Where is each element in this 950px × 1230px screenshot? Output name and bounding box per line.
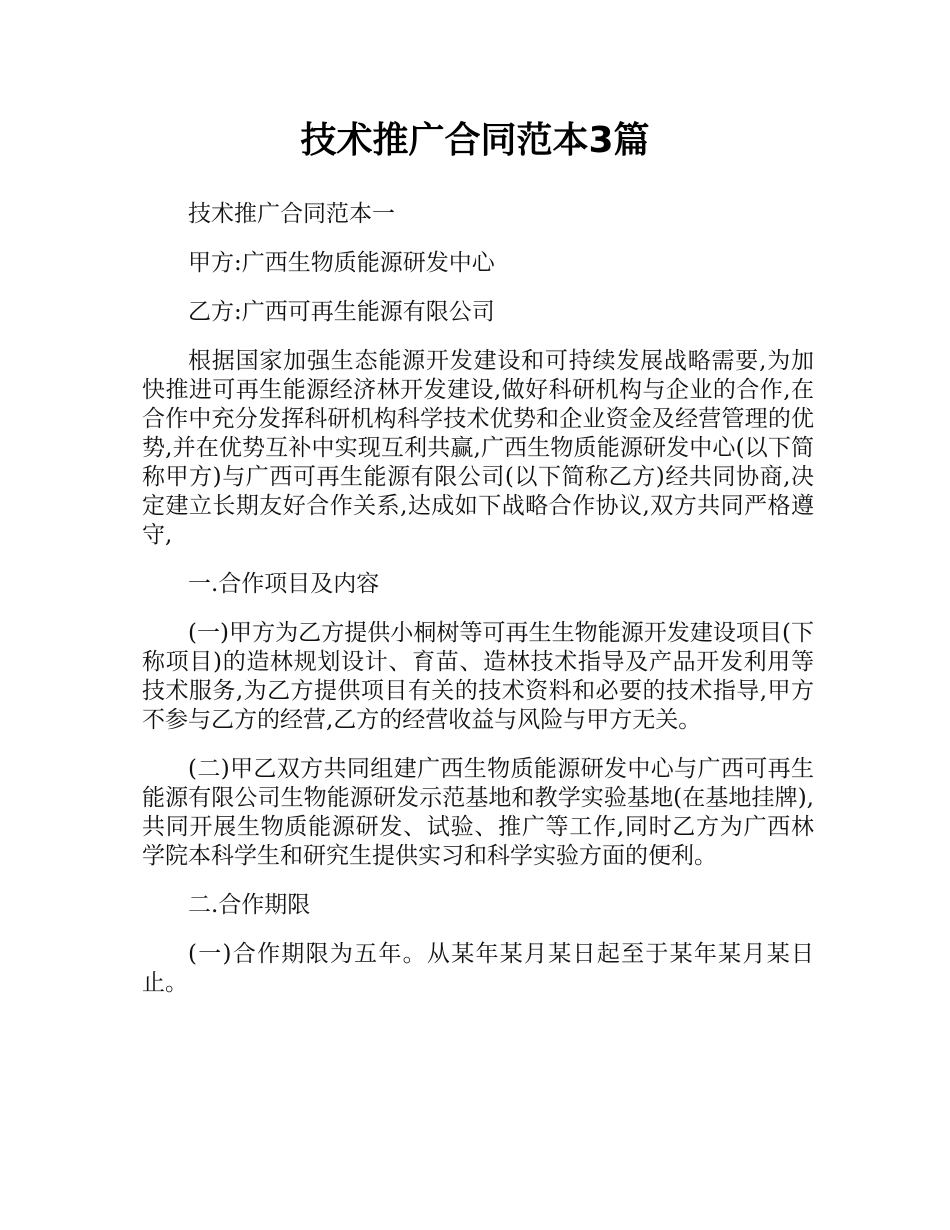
paragraph-clause-1-1: (一)甲方为乙方提供小桐树等可再生生物能源开发建设项目(下称项目)的造林规划设计、育苗、造林技术指导及产品开发利用等技术服务,为乙方提供项目有关的技术资料和必要的技术指导,甲方不参与乙方的经营,乙方的经营收益与风险与甲方无关。 [142,620,814,733]
section-heading-2: 二.合作期限 [188,892,311,918]
document-body [142,200,814,1018]
document-title: 技术推广合同范本3篇 [300,120,650,161]
paragraph-party-b: 乙方:广西可再生能源有限公司 [188,299,495,325]
section-heading-1: 一.合作项目及内容 [188,571,380,597]
paragraph-subtitle: 技术推广合同范本一 [188,201,395,227]
paragraph-clause-1-2: (二)甲乙双方共同组建广西生物质能源研发中心与广西可再生能源有限公司生物能源研发示范基地和教学实验基地(在基地挂牌),共同开展生物质能源研发、试验、推广等工作,同时乙方为广西林学院本科学生和研究生提供实习和科学实验方面的便利。 [142,756,814,869]
paragraph-party-a: 甲方:广西生物质能源研发中心 [188,250,495,276]
paragraph-clause-2-1: (一)合作期限为五年。从某年某月某日起至于某年某月某日止。 [142,941,814,996]
paragraph-preamble: 根据国家加强生态能源开发建设和可持续发展战略需要,为加快推进可再生能源经济林开发建设,做好科研机构与企业的合作,在合作中充分发挥科研机构科学技术优势和企业资金及经营管理的优势,并在优势互补中实现互利共赢,广西生物质能源研发中心(以下简称甲方)与广西可再生能源有限公司(以下简称乙方)经共同协商,决定建立长期友好合作关系,达成如下战略合作协议,双方共同严格遵守, [142,348,814,548]
